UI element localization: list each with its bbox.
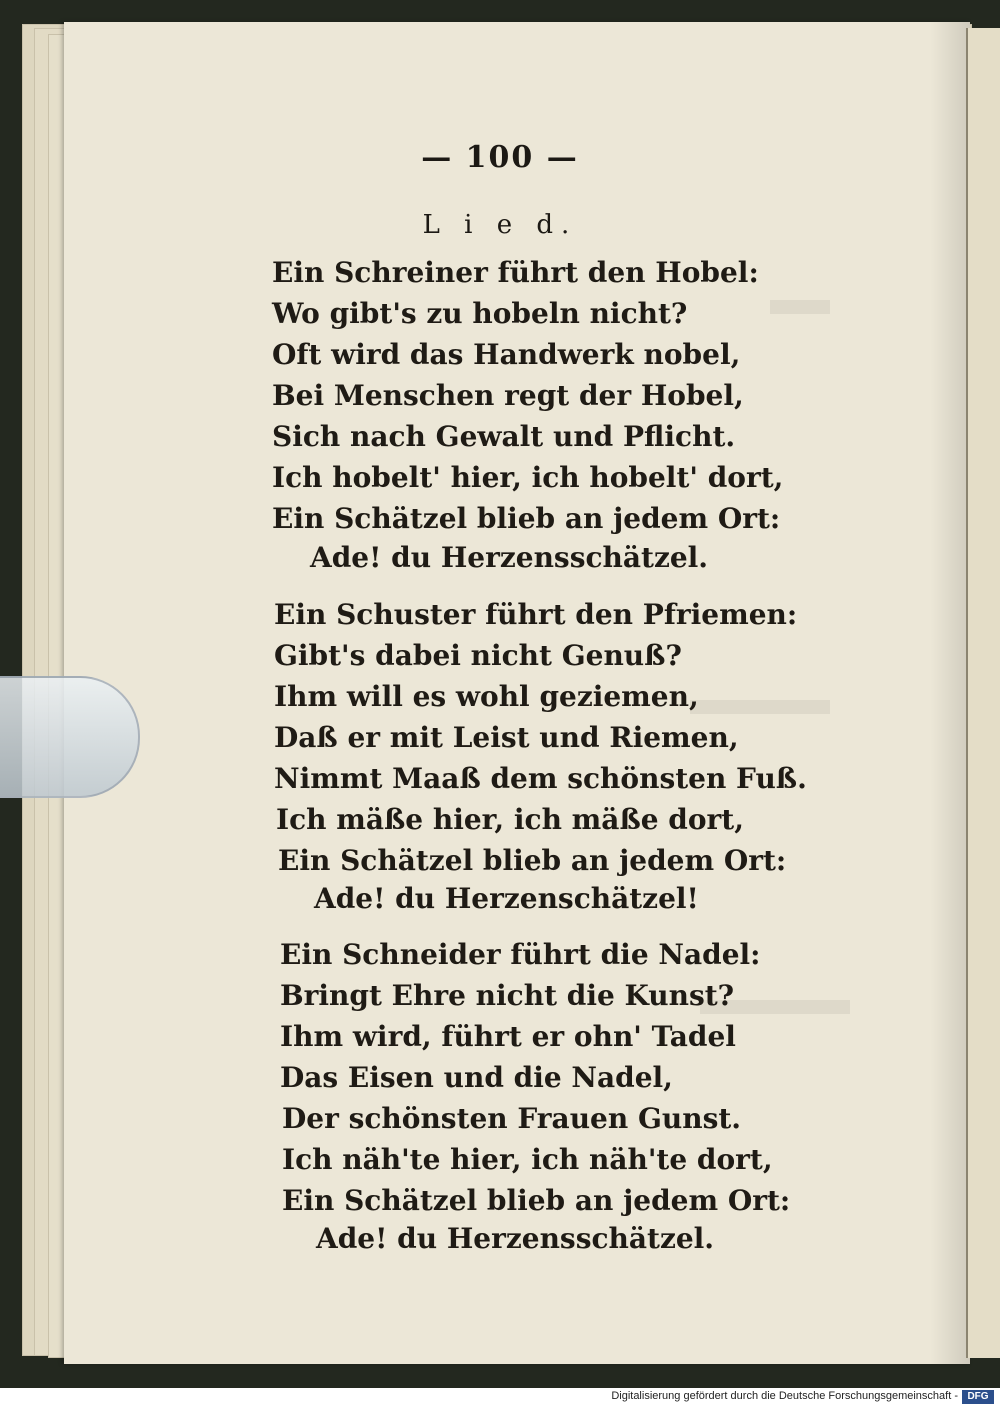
verse-line: Oft wird das Handwerk nobel, (272, 338, 741, 371)
verse-line: Ich näh'te hier, ich näh'te dort, (282, 1143, 773, 1176)
verse-line: Ein Schätzel blieb an jedem Ort: (272, 502, 781, 535)
verse-line: Wo gibt's zu hobeln nicht? (272, 297, 688, 330)
page-holder-clip (0, 676, 140, 798)
verse-line: Nimmt Maaß dem schönsten Fuß. (274, 762, 807, 795)
verse-line: Sich nach Gewalt und Pflicht. (272, 420, 736, 453)
dfg-logo: DFG (962, 1390, 994, 1404)
refrain-line: Ade! du Herzensschätzel. (310, 541, 709, 574)
verse-line: Ein Schuster führt den Pfriemen: (274, 598, 798, 631)
verse-line: Ein Schneider führt die Nadel: (280, 938, 761, 971)
verse-line: Bringt Ehre nicht die Kunst? (280, 979, 735, 1012)
verse-line: Daß er mit Leist und Riemen, (274, 721, 739, 754)
verse-line: Ihm wird, führt er ohn' Tadel (280, 1020, 736, 1053)
refrain-line: Ade! du Herzensschätzel. (316, 1222, 715, 1255)
verse-line: Ein Schreiner führt den Hobel: (272, 256, 759, 289)
verse-line: Ich hobelt' hier, ich hobelt' dort, (272, 461, 784, 494)
poem-title: L i e d. (422, 210, 578, 240)
show-through (690, 700, 830, 714)
footer-bar (0, 1388, 1000, 1407)
page-number: — 100 — (421, 140, 579, 175)
verse-line: Bei Menschen regt der Hobel, (272, 379, 744, 412)
verse-line: Ein Schätzel blieb an jedem Ort: (282, 1184, 791, 1217)
refrain-line: Ade! du Herzenschätzel! (314, 882, 699, 915)
verse-line: Gibt's dabei nicht Genuß? (274, 639, 682, 672)
funding-credit: Digitalisierung gefördert durch die Deutsche Forschungsgemeinschaft - (611, 1390, 958, 1402)
verse-line: Ihm will es wohl geziemen, (274, 680, 699, 713)
verse-line: Das Eisen und die Nadel, (280, 1061, 673, 1094)
verse-line: Ein Schätzel blieb an jedem Ort: (278, 844, 787, 877)
show-through (770, 300, 830, 314)
verse-line: Der schönsten Frauen Gunst. (282, 1102, 742, 1135)
verse-line: Ich mäße hier, ich mäße dort, (276, 803, 744, 836)
